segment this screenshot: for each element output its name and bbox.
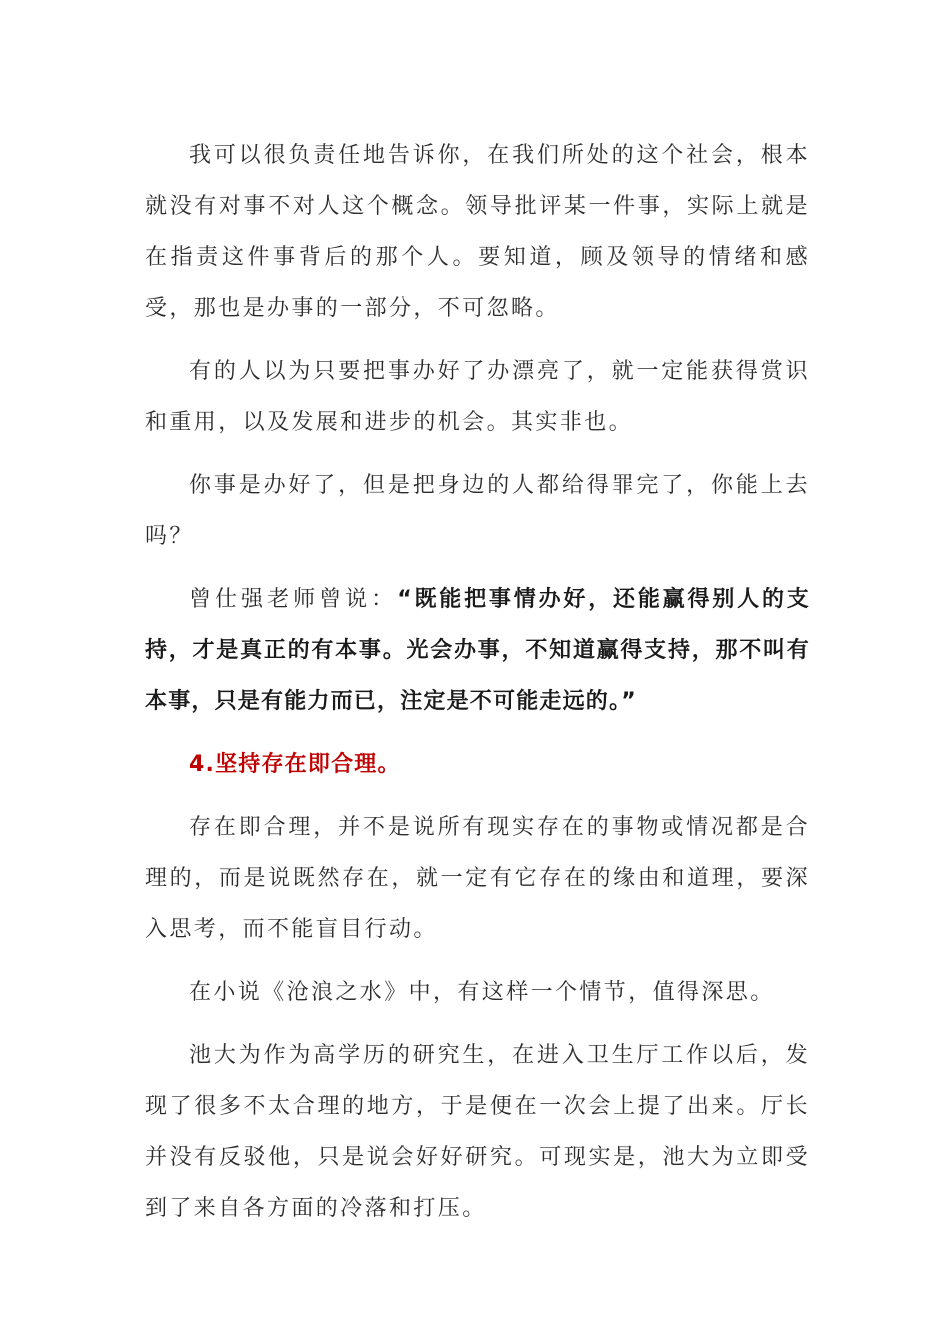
paragraph-6: 在小说《沧浪之水》中，有这样一个情节，值得深思。 bbox=[189, 980, 775, 1005]
paragraph-5: 存在即合理，并不是说所有现实存在的事物或情况都是合理的，而是说既然存在，就一定有它存在的缘由和道理，要深入思考，而不能盲目行动。 bbox=[145, 815, 810, 942]
bold-quote: “既能把事情办好，还能赢得别人的支持，才是真正的有本事。光会办事，不知道赢得支持，那不叫有本事，只是有能力而已，注定是不可能走远的。” bbox=[145, 587, 810, 714]
paragraph-4 bbox=[145, 574, 810, 727]
paragraph-1: 我可以很负责任地告诉你，在我们所处的这个社会，根本就没有对事不对人这个概念。领导批评某一件事，实际上就是在指责这件事背后的那个人。要知道，顾及领导的情绪和感受，那也是办事的一部分，不可忽略。 bbox=[145, 143, 810, 321]
paragraph-3: 你事是办好了，但是把身边的人都给得罪完了，你能上去吗？ bbox=[145, 473, 810, 549]
paragraph-7: 池大为作为高学历的研究生，在进入卫生厅工作以后，发现了很多不太合理的地方，于是便在一次会上提了出来。厅长并没有反驳他，只是说会好好研究。可现实是，池大为立即受到了来自各方面的冷落和打压。 bbox=[145, 1043, 810, 1221]
section-heading: 4.坚持存在即合理。 bbox=[189, 752, 401, 777]
document-body bbox=[145, 130, 810, 1246]
paragraph-2: 有的人以为只要把事办好了办漂亮了，就一定能获得赏识和重用，以及发展和进步的机会。其实非也。 bbox=[145, 359, 810, 435]
quote-lead: 曾仕强老师曾说： bbox=[189, 587, 398, 612]
